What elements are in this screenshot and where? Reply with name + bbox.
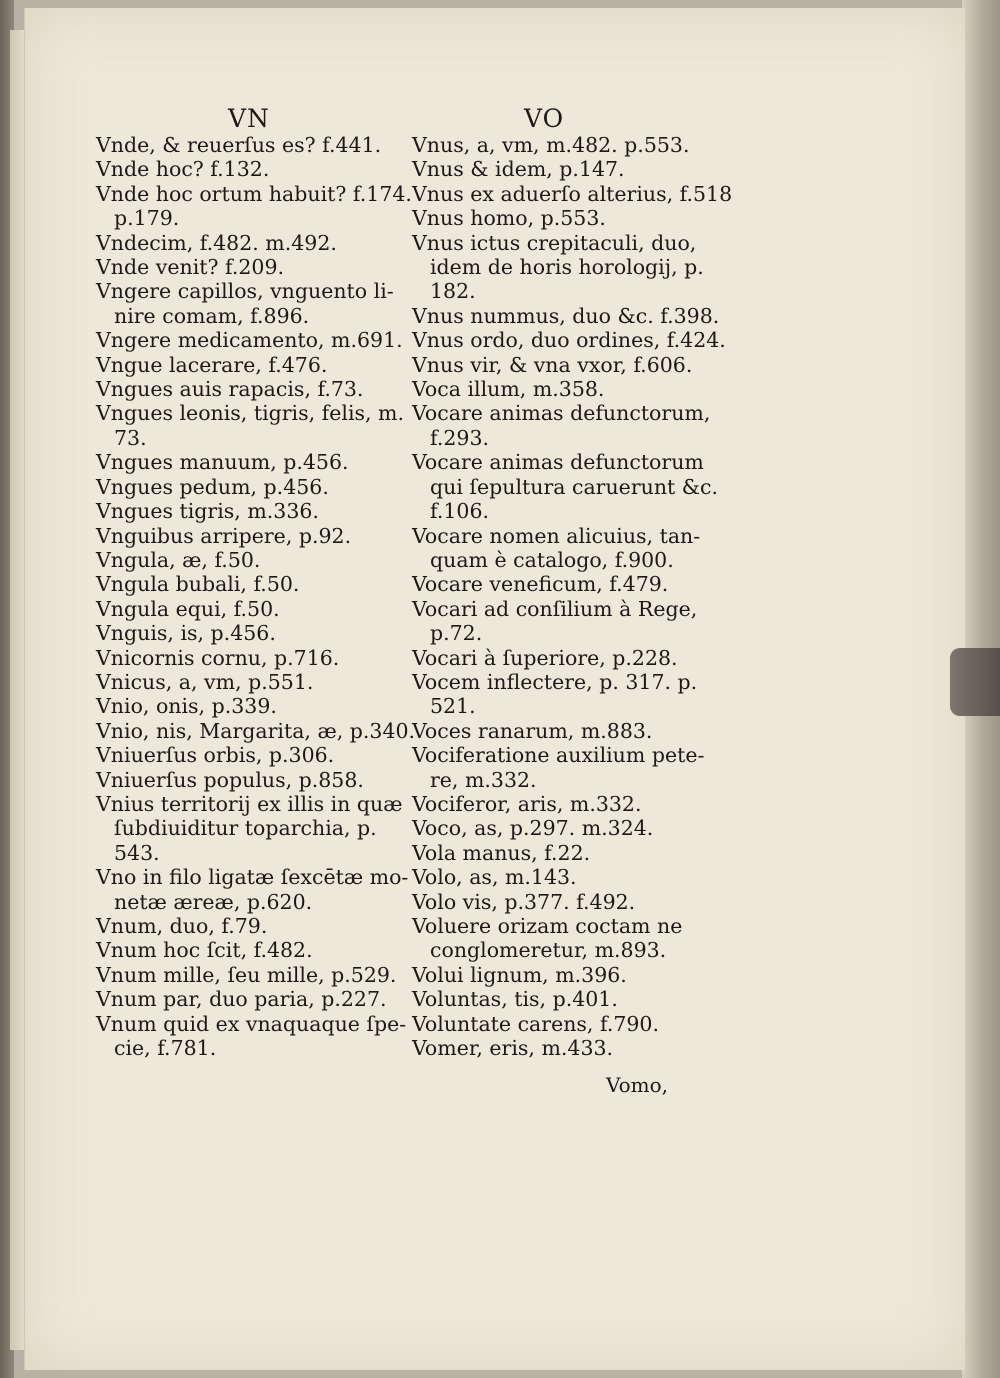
index-entry: Vnus ictus crepitaculi, duo,: [412, 230, 697, 255]
index-entry: Vndecim, f.482. m.492.: [96, 230, 337, 255]
index-entry: Vocari ad conſilium à Rege,: [412, 596, 698, 621]
index-entry-continuation: 73.: [114, 425, 147, 450]
index-entry-continuation: conglomeretur, m.893.: [430, 938, 667, 963]
index-entry: Vngues manuum, p.456.: [96, 450, 349, 475]
index-entry: Vnguis, is, p.456.: [96, 621, 276, 646]
index-entry: Vnus ordo, duo ordines, f.424.: [412, 328, 726, 353]
index-entry: Vnguibus arripere, p.92.: [96, 523, 352, 548]
index-entry: Vngere medicamento, m.691.: [96, 328, 403, 353]
index-entry-continuation: ſubdiuiditur toparchia, p.: [114, 816, 377, 841]
index-entry: Vngula, æ, f.50.: [96, 547, 261, 572]
index-entry: Vngula equi, f.50.: [96, 596, 280, 621]
index-entry-continuation: p.179.: [114, 206, 180, 231]
index-entry-continuation: netæ æreæ, p.620.: [114, 889, 313, 914]
index-entry: Vnicornis cornu, p.716.: [96, 645, 340, 670]
index-entry-continuation: 521.: [430, 694, 476, 719]
index-entry: Vngues pedum, p.456.: [96, 474, 329, 499]
index-entry: Vocem inflectere, p. 317. p.: [412, 669, 698, 694]
index-entry-continuation: 543.: [114, 840, 160, 865]
index-entry: Vno in filo ligatæ ſexcētæ mo-: [96, 865, 409, 890]
index-entry: Vnus vir, & vna vxor, f.606.: [412, 352, 693, 377]
index-entry: Vocare veneficum, f.479.: [412, 572, 669, 597]
index-entry: Vnum hoc ſcit, f.482.: [96, 938, 313, 963]
index-entry: Vocare animas defunctorum,: [412, 401, 711, 426]
index-entry: Vola manus, f.22.: [412, 840, 591, 865]
index-entry-continuation: p.72.: [430, 621, 483, 646]
index-entry: Vngere capillos, vnguento li-: [96, 279, 394, 304]
index-entry: Vnum, duo, f.79.: [96, 914, 268, 938]
index-entry: Vniuerſus orbis, p.306.: [96, 743, 335, 768]
index-entry: Vnum par, duo paria, p.227.: [96, 987, 387, 1012]
index-entry: Vngues leonis, tigris, felis, m.: [96, 401, 405, 426]
index-entry: Vnus homo, p.553.: [412, 206, 606, 231]
index-entry-continuation: idem de horis horologij, p.: [430, 255, 704, 280]
index-column-right: [412, 133, 733, 1061]
index-entry-continuation: f.106.: [430, 499, 490, 524]
index-entry: Voces ranarum, m.883.: [412, 718, 653, 743]
index-entry: Vocare nomen alicuius, tan-: [412, 523, 701, 548]
index-entry: Voca illum, m.358.: [412, 377, 605, 402]
running-head-left: VN: [228, 104, 270, 133]
index-entry: Vngues auis rapacis, f.73.: [96, 377, 364, 402]
index-entry: Vnicus, a, vm, p.551.: [96, 669, 314, 694]
index-entry: Vnde, & reuerſus es? f.441.: [96, 133, 382, 157]
index-entry-continuation: qui ſepultura caruerunt &c.: [430, 474, 719, 499]
index-entry: Voluere orizam coctam ne: [412, 914, 683, 938]
index-entry: Volo vis, p.377. f.492.: [412, 889, 636, 914]
index-entry: Vnde hoc? f.132.: [96, 157, 270, 182]
index-entry: Vnius territorij ex illis in quæ: [96, 791, 403, 816]
index-entry: Volo, as, m.143.: [412, 865, 577, 890]
index-entry: Vociferatione auxilium pete-: [412, 743, 705, 768]
index-entry: Vocare animas defunctorum: [412, 450, 704, 475]
index-entry: Vngula bubali, f.50.: [96, 572, 300, 597]
index-entry: Vociferor, aris, m.332.: [412, 791, 642, 816]
index-entry-continuation: 182.: [430, 279, 476, 304]
index-entry-continuation: re, m.332.: [430, 767, 537, 792]
index-entry: Vocari à ſuperiore, p.228.: [412, 645, 678, 670]
catchword: Vomo,: [606, 1073, 669, 1097]
index-entry: Vniuerſus populus, p.858.: [96, 767, 364, 792]
page-tab: [950, 648, 1000, 716]
index-entry: Vnum mille, ſeu mille, p.529.: [96, 962, 397, 987]
index-entry: Vnio, onis, p.339.: [96, 694, 277, 719]
index-entry: Vnus, a, vm, m.482. p.553.: [412, 133, 690, 157]
index-entry: Vnde venit? f.209.: [96, 255, 285, 280]
index-entry: Vnus & idem, p.147.: [412, 157, 625, 182]
index-entry: Vomer, eris, m.433.: [412, 1036, 614, 1061]
index-entry: Vnio, nis, Margarita, æ, p.340.: [96, 718, 416, 743]
index-entry-continuation: f.293.: [430, 425, 490, 450]
index-entry: Voco, as, p.297. m.324.: [412, 816, 654, 841]
index-entry: Vnus nummus, duo &c. f.398.: [412, 303, 720, 328]
index-entry-continuation: cie, f.781.: [114, 1036, 217, 1061]
index-column-left: [96, 133, 416, 1061]
index-entry: Voluntas, tis, p.401.: [412, 987, 618, 1012]
index-entry: Vngues tigris, m.336.: [96, 499, 319, 524]
index-entry: Vngue lacerare, f.476.: [96, 352, 328, 377]
index-entry-continuation: quam è catalogo, f.900.: [430, 547, 674, 572]
index-entry-continuation: nire comam, f.896.: [114, 303, 310, 328]
index-entry: Vnde hoc ortum habuit? f.174.: [96, 181, 412, 206]
index-entry: Voluntate carens, f.790.: [412, 1011, 659, 1036]
index-entry: Vnus ex aduerſo alterius, f.518: [412, 181, 733, 206]
index-entry: Vnum quid ex vnaquaque ſpe-: [96, 1011, 407, 1036]
running-head-right: VO: [524, 104, 565, 133]
index-entry: Volui lignum, m.396.: [412, 962, 627, 987]
